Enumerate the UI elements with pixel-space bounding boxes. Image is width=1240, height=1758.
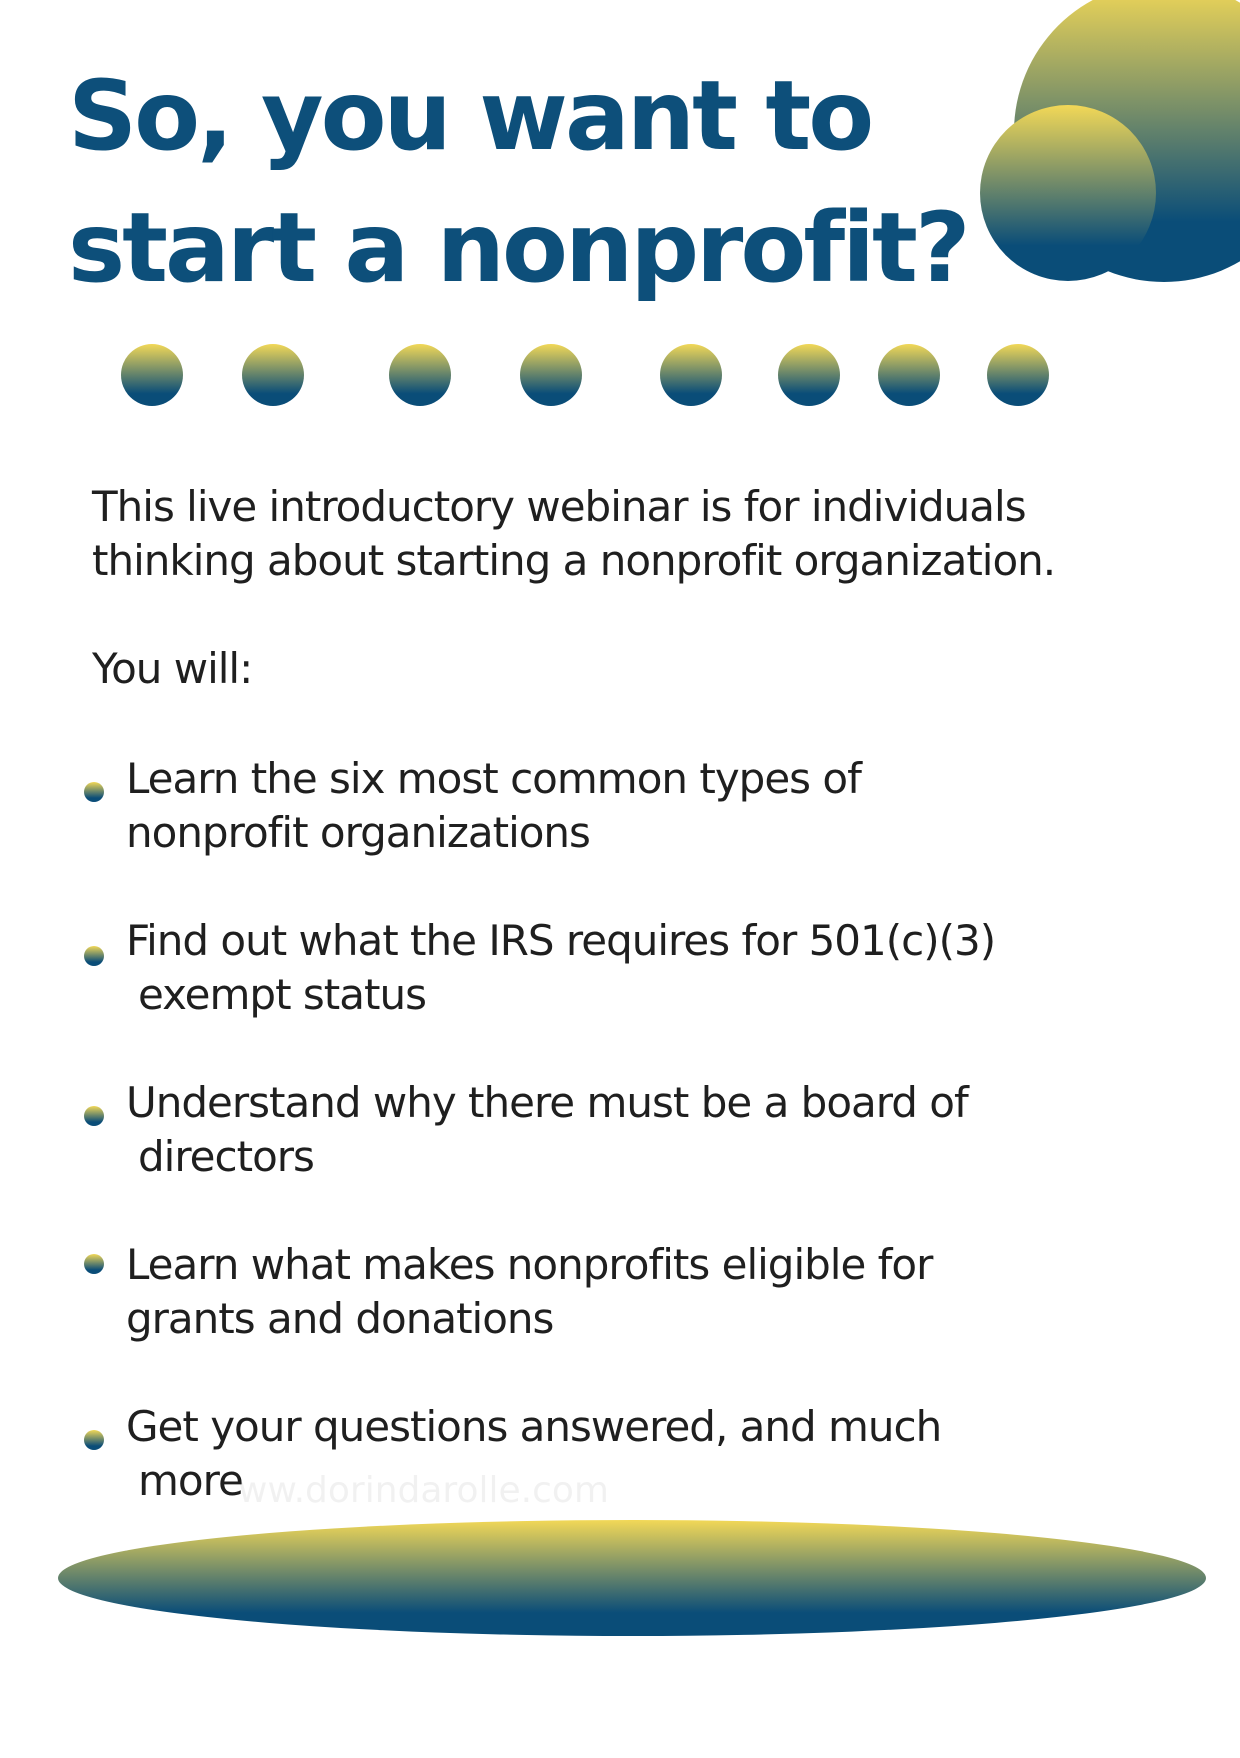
- bullet-line: Get your questions answered, and much: [126, 1402, 942, 1451]
- intro-line-1: This live introductory webinar is for individuals: [92, 482, 1026, 531]
- decorative-dot: [520, 344, 582, 406]
- decorative-dot: [987, 344, 1049, 406]
- bullet-text: [126, 914, 1126, 1022]
- bullet-line: directors: [138, 1132, 314, 1181]
- bullet-line: more: [138, 1456, 243, 1505]
- page-title: [68, 50, 968, 314]
- bullet-item: [0, 1076, 1240, 1186]
- bullet-line: grants and donations: [126, 1294, 554, 1343]
- bullet-dot-icon: [84, 1106, 104, 1126]
- decorative-small-circle: [980, 105, 1156, 281]
- bullet-line: Learn the six most common types of: [126, 754, 861, 803]
- decorative-ellipse: [58, 1520, 1206, 1636]
- decorative-dot: [121, 344, 183, 406]
- bullet-line: Learn what makes nonprofits eligible for: [126, 1240, 933, 1289]
- bullet-dot-icon: [84, 946, 104, 966]
- intro-line-2: thinking about starting a nonprofit organization.: [92, 536, 1056, 585]
- bullet-dot-icon: [84, 1430, 104, 1450]
- bullet-dot-icon: [84, 782, 104, 802]
- bullet-line: Find out what the IRS requires for 501(c)(3): [126, 916, 996, 965]
- watermark-text: ww.dorindarolle.com: [238, 1470, 609, 1511]
- bullet-text: [126, 1238, 1126, 1346]
- decorative-dot: [660, 344, 722, 406]
- bullet-item: [0, 1400, 1240, 1510]
- decorative-dot: [242, 344, 304, 406]
- you-will-label: You will:: [92, 644, 253, 693]
- bullet-item: [0, 1238, 1240, 1348]
- bullet-text: [126, 752, 1126, 860]
- bullet-text: [126, 1076, 1126, 1184]
- bullet-line: exempt status: [138, 970, 426, 1019]
- title-line-2: start a nonprofit?: [68, 192, 968, 304]
- bullet-item: [0, 914, 1240, 1024]
- title-line-1: So, you want to: [68, 60, 872, 172]
- decorative-dot: [878, 344, 940, 406]
- bullet-line: Understand why there must be a board of: [126, 1078, 968, 1127]
- decorative-dot: [778, 344, 840, 406]
- decorative-dots-row: [0, 344, 1240, 406]
- decorative-dot: [389, 344, 451, 406]
- bullet-line: nonprofit organizations: [126, 808, 590, 857]
- bullet-item: [0, 752, 1240, 862]
- intro-paragraph: [92, 480, 1092, 588]
- bullet-dot-icon: [84, 1254, 104, 1274]
